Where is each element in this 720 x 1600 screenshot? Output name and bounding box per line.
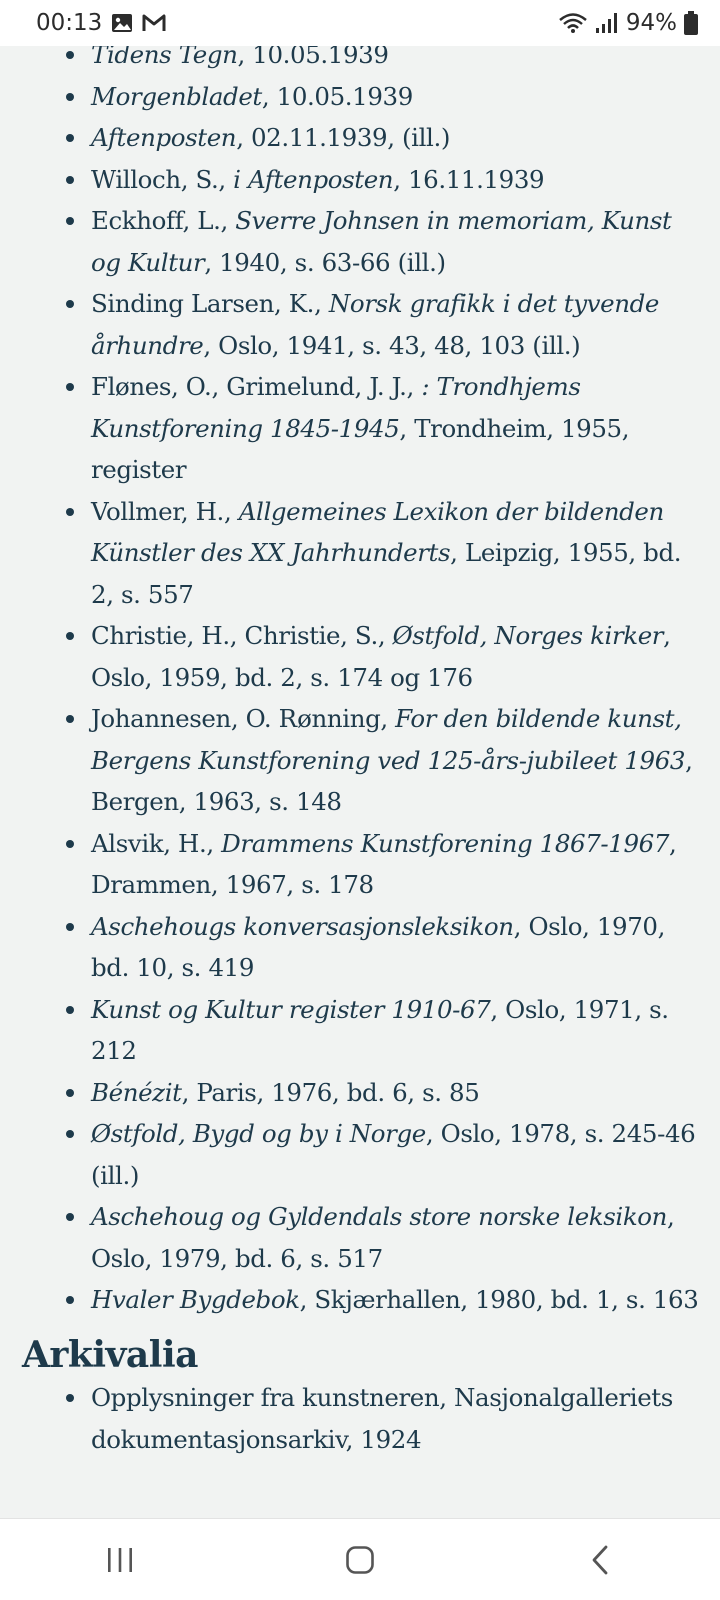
reference-text: , Oslo, 1970, bd. 10, s. 419 (91, 911, 666, 982)
reference-text: , Oslo, 1979, bd. 6, s. 517 (91, 1202, 675, 1273)
literature-list (0, 46, 720, 1321)
reference-text: Willoch, S., (91, 164, 234, 194)
reference-text: Johannesen, O. Rønning, (91, 704, 396, 733)
reference-item (0, 989, 720, 1072)
reference-text: Alsvik, H., (91, 828, 222, 858)
reference-text: Vollmer, H., (91, 496, 239, 526)
reference-item (0, 823, 720, 906)
gmail-icon (142, 13, 166, 33)
reference-text: Christie, H., Christie, S., (91, 621, 393, 650)
reference-item (0, 76, 720, 118)
status-time: 00:13 (36, 10, 103, 36)
navigation-bar (0, 1518, 720, 1600)
reference-title: Bénézit (91, 1077, 182, 1107)
reference-title: Sverre Johnsen in memoriam, Kunst og Kultur (91, 206, 672, 277)
reference-title: Østfold, Bygd og by i Norge (91, 1119, 426, 1148)
reference-title: Kunst og Kultur register 1910-67 (91, 994, 491, 1024)
reference-text: Sinding Larsen, K., (91, 289, 329, 318)
reference-title: Norsk grafikk i det tyvende århundre (91, 289, 659, 360)
reference-item (0, 1279, 720, 1321)
reference-title: Morgenbladet (91, 81, 262, 111)
reference-title: Allgemeines Lexikon der bildenden Künstler des XX Jahrhunderts (91, 496, 664, 567)
recent-apps-icon (105, 1546, 135, 1574)
reference-text: , Oslo, 1959, bd. 2, s. 174 og 176 (91, 621, 671, 692)
reference-text: , Oslo, 1941, s. 43, 48, 103 (ill.) (203, 330, 581, 360)
reference-title: Hvaler Bygdebok (91, 1285, 300, 1314)
reference-item (0, 366, 720, 491)
reference-title: Aschehougs konversasjonsleksikon (91, 911, 514, 941)
reference-title: : Trondhjems Kunstforening 1845-1945 (91, 372, 581, 443)
reference-text: , Oslo, 1971, s. 212 (91, 994, 669, 1065)
reference-text: , Oslo, 1978, s. 245-46 (ill.) (91, 1119, 696, 1190)
reference-text: , Bergen, 1963, s. 148 (91, 745, 693, 816)
home-icon (345, 1545, 375, 1575)
reference-text: , 10.05.1939 (237, 46, 389, 69)
reference-title: Østfold, Norges kirker (392, 621, 664, 650)
reference-text: , Leipzig, 1955, bd. 2, s. 557 (91, 538, 682, 609)
reference-text: , 16.11.1939 (393, 164, 545, 194)
home-button[interactable] (305, 1530, 415, 1590)
reference-title: Aschehoug og Gyldendals store norske leksikon (91, 1202, 668, 1231)
section-heading-arkivalia: Arkivalia (22, 1334, 198, 1376)
reference-text: , 02.11.1939, (ill.) (236, 123, 451, 152)
reference-text: Flønes, O., Grimelund, J. J., (91, 372, 422, 401)
reference-text: , 10.05.1939 (261, 81, 413, 111)
reference-text: , Paris, 1976, bd. 6, s. 85 (181, 1077, 480, 1107)
reference-item (0, 117, 720, 159)
reference-text: , Skjærhallen, 1980, bd. 1, s. 163 (299, 1285, 699, 1314)
reference-item (0, 491, 720, 616)
reference-text: Opplysninger fra kunstneren, Nasjonalgalleriets dokumentasjonsarkiv, 1924 (91, 1383, 673, 1454)
reference-item (0, 283, 720, 366)
reference-item (0, 1196, 720, 1279)
back-button[interactable] (545, 1530, 655, 1590)
reference-item (0, 906, 720, 989)
recent-apps-button[interactable] (65, 1530, 175, 1590)
reference-title: Tidens Tegn (91, 46, 238, 69)
reference-item (0, 159, 720, 201)
gallery-icon (111, 13, 133, 33)
status-bar (0, 0, 720, 46)
archive-item (0, 1377, 720, 1460)
battery-percent: 94% (625, 10, 677, 36)
article-content[interactable] (0, 46, 720, 1518)
signal-icon (595, 12, 619, 34)
reference-title: i Aftenposten (233, 164, 394, 194)
reference-title: For den bildende kunst, Bergens Kunstforening ved 125-års-jubileet 1963 (91, 704, 686, 775)
reference-text: , Trondheim, 1955, register (91, 413, 630, 484)
battery-icon (684, 11, 698, 35)
back-icon (589, 1544, 611, 1576)
reference-item (0, 1113, 720, 1196)
reference-item (0, 615, 720, 698)
archive-list (0, 1377, 720, 1460)
reference-item (0, 46, 720, 76)
reference-text: , 1940, s. 63-66 (ill.) (204, 247, 446, 277)
wifi-icon (558, 12, 588, 34)
reference-text: Eckhoff, L., (91, 206, 236, 235)
reference-item (0, 200, 720, 283)
reference-item (0, 1072, 720, 1114)
reference-text: , Drammen, 1967, s. 178 (91, 828, 677, 899)
reference-title: Drammens Kunstforening 1867-1967 (221, 828, 670, 858)
reference-title: Aftenposten (91, 123, 237, 152)
reference-item (0, 698, 720, 823)
